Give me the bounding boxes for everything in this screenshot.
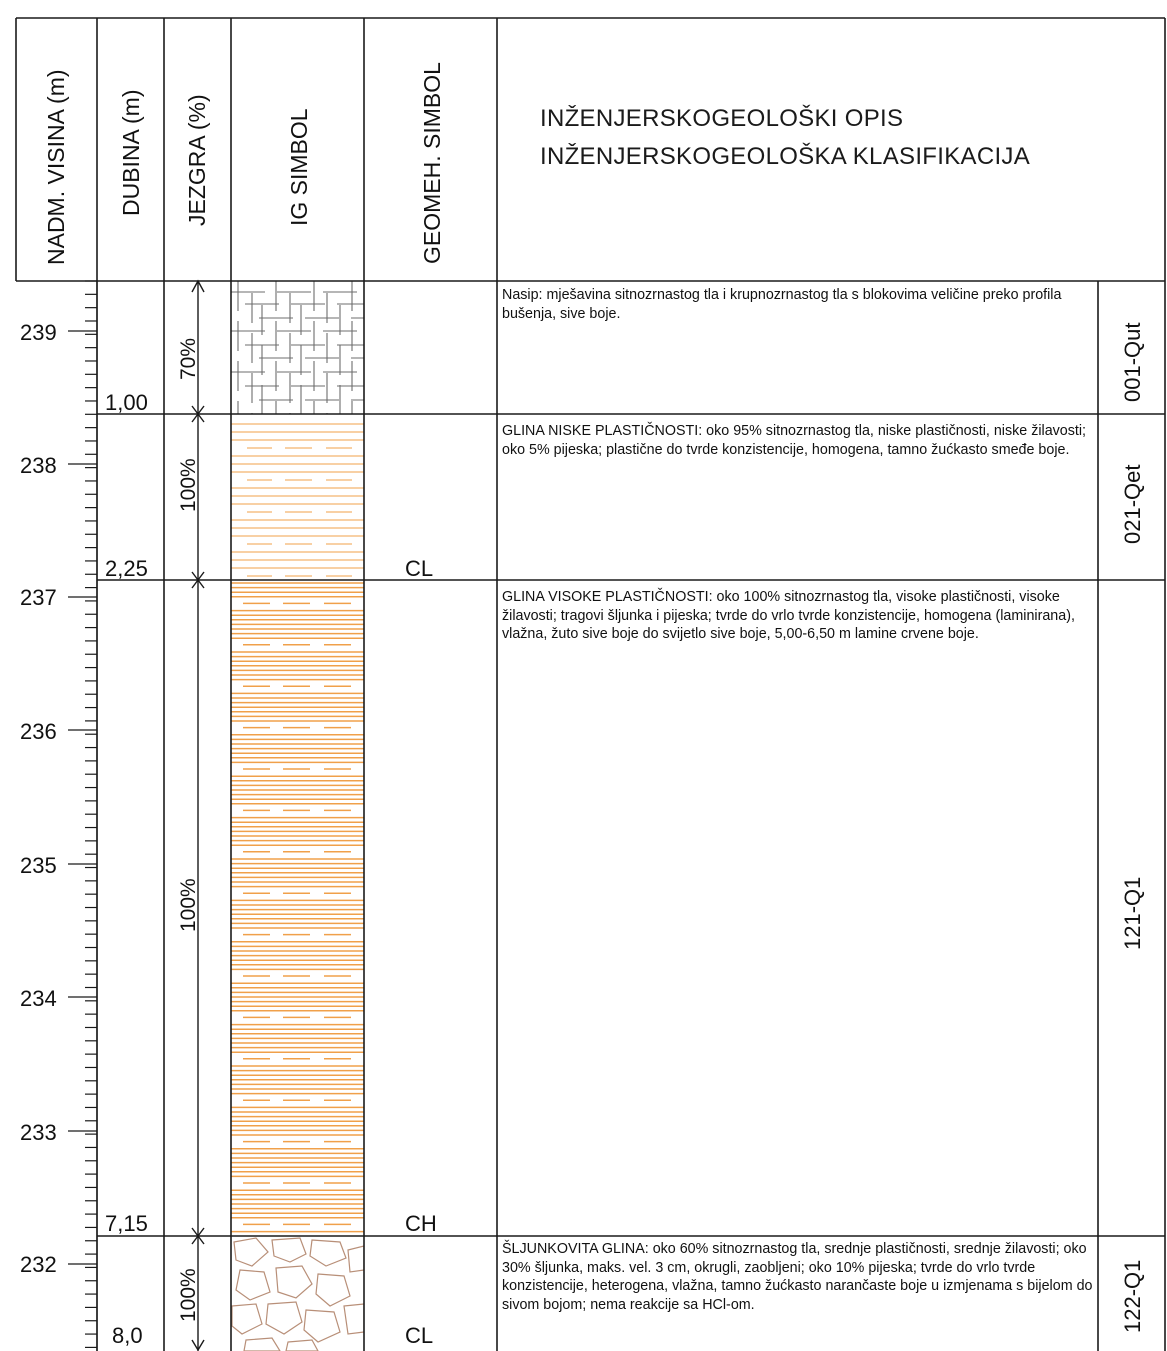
- elevation-scale: [68, 281, 97, 1351]
- core-recovery-markers: [192, 281, 204, 1351]
- header-depth: DUBINA (m): [118, 89, 144, 216]
- elevation-label: 232: [20, 1252, 57, 1277]
- pattern-clay-high: [231, 583, 364, 1232]
- description-header-line1: INŽENJERSKOGEOLOŠKI OPIS: [540, 105, 904, 132]
- depth-label: 8,0: [112, 1323, 143, 1348]
- core-percent: 100%: [177, 458, 200, 512]
- classification-code: 122-Q1: [1120, 1259, 1145, 1333]
- elevation-labels: [20, 320, 57, 1277]
- layer-description: GLINA NISKE PLASTIČNOSTI: oko 95% sitnozrnastog tla, niske plastičnosti, niske žilavosti; oko 5% pijeska; plastične do tvrde konzistencije, homogena, tamno žućkasto smeđe boje.: [502, 423, 1087, 458]
- header-core: JEZGRA (%): [184, 94, 210, 226]
- elevation-label: 233: [20, 1120, 57, 1145]
- ig-symbol-patterns: [231, 281, 385, 1351]
- pattern-gravel: [232, 1238, 364, 1351]
- elevation-label: 237: [20, 585, 57, 610]
- geomech-symbol: CL: [405, 556, 434, 581]
- pattern-clay-low: [231, 424, 364, 576]
- geomech-symbol: CH: [405, 1211, 437, 1236]
- core-percent: 100%: [177, 1268, 200, 1322]
- header-ig-symbol: IG SIMBOL: [286, 108, 312, 226]
- elevation-label: 239: [20, 320, 57, 345]
- geomech-symbol: CL: [405, 1323, 434, 1348]
- description-header: [540, 100, 1030, 176]
- classification-codes: [1120, 323, 1145, 1334]
- classification-code: 121-Q1: [1120, 876, 1145, 950]
- elevation-label: 236: [20, 719, 57, 744]
- depth-label: 2,25: [105, 556, 148, 581]
- description-header-line2: INŽENJERSKOGEOLOŠKA KLASIFIKACIJA: [540, 143, 1031, 170]
- core-percent-labels: [177, 338, 200, 1322]
- core-percent: 70%: [177, 337, 200, 380]
- core-percent: 100%: [177, 878, 200, 932]
- pattern-fill: [231, 281, 385, 443]
- classification-code: 021-Qet: [1120, 464, 1145, 544]
- elevation-label: 234: [20, 986, 57, 1011]
- depth-labels: [105, 390, 148, 1348]
- depth-label: 1,00: [105, 390, 148, 415]
- layer-description: ŠLJUNKOVITA GLINA: oko 60% sitnozrnastog tla, srednje plastičnosti, srednje žilavosti; oko 30% šljunka, maks. vel. 3 cm, okrugli, zaobljeni; oko 10% pijeska; tvrde do vrlo tvrde konzistencije, heterogena, vlažna, tamno žućkasto narančaste boje u izmjenama s bijelom do sivom bojom; nema reakcije sa HCl-om.: [502, 1241, 1093, 1313]
- layer-description: GLINA VISOKE PLASTIČNOSTI: oko 100% sitnozrnastog tla, visoke plastičnosti, visoke žilavosti; tragovi šljunka i pijeska; tvrde do vrlo tvrde konzistencije, homogena (laminirana), vlažna, žuto sive boje do svijetlo sive boje, 5,00-6,50 m lamine crvene boje.: [502, 589, 1075, 643]
- header-geomech-symbol: GEOMEH. SIMBOL: [419, 62, 445, 264]
- elevation-label: 238: [20, 453, 57, 478]
- depth-label: 7,15: [105, 1211, 148, 1236]
- geomech-symbols: [405, 556, 437, 1348]
- header-row: [43, 62, 445, 265]
- classification-code: 001-Qut: [1120, 322, 1145, 402]
- layer-description: Nasip: mješavina sitnozrnastog tla i krupnozrnastog tla s blokovima veličine preko profila bušenja, sive boje.: [502, 287, 1062, 322]
- header-elevation: NADM. VISINA (m): [43, 69, 69, 265]
- elevation-label: 235: [20, 853, 57, 878]
